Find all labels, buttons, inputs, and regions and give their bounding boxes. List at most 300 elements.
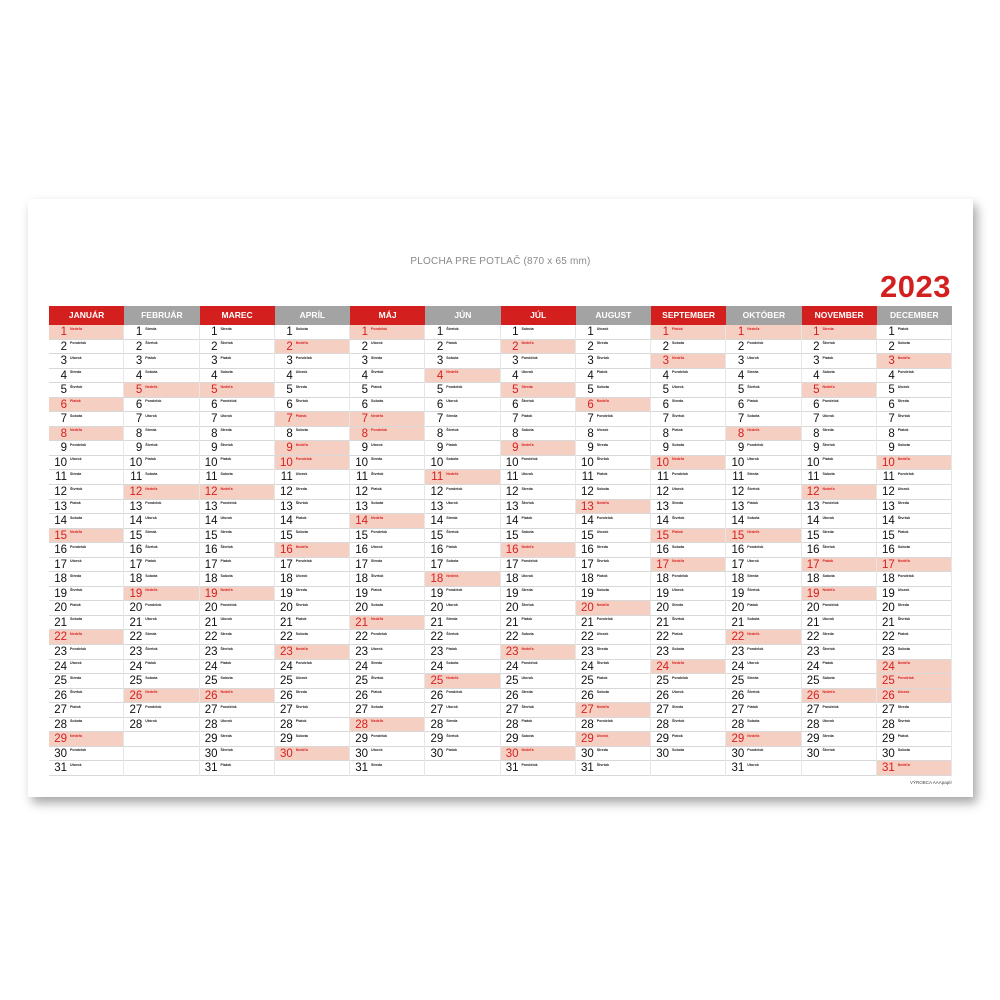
day-row <box>726 354 800 369</box>
day-number: 7 <box>60 413 67 426</box>
weekday-name: Pondelok <box>295 661 312 666</box>
weekday-name: Nedeľa <box>371 515 384 520</box>
day-row <box>802 427 876 442</box>
day-number: 5 <box>211 384 218 397</box>
day-number: 29 <box>580 733 594 746</box>
day-number: 16 <box>355 544 368 557</box>
weekday-name: Pondelok <box>295 457 312 462</box>
day-row <box>200 325 274 340</box>
day-number: 5 <box>662 384 669 397</box>
day-number: 4 <box>436 369 444 382</box>
weekday-name: Nedeľa <box>371 617 384 622</box>
day-number: 17 <box>129 558 143 571</box>
weekday-name: Utorok <box>672 486 684 491</box>
day-number: 17 <box>731 558 745 571</box>
weekday-name: Utorok <box>70 355 82 360</box>
day-number: 1 <box>888 326 895 338</box>
day-row <box>124 689 198 704</box>
day-row <box>501 529 575 544</box>
day-row <box>802 587 876 602</box>
day-number: 12 <box>505 486 519 499</box>
weekday-name: Piatok <box>446 748 458 753</box>
day-number: 11 <box>882 471 895 484</box>
day-number: 9 <box>60 442 67 455</box>
day-row <box>124 427 198 442</box>
day-row <box>651 470 725 485</box>
day-row <box>726 645 800 660</box>
day-row <box>877 689 951 704</box>
weekday-name: Sobota <box>822 675 835 680</box>
weekday-name: Štvrtok <box>446 733 459 738</box>
weekday-name: Pondelok <box>295 559 312 564</box>
day-number: 7 <box>361 413 368 426</box>
day-row <box>576 398 650 413</box>
day-number: 13 <box>731 500 745 513</box>
day-number: 29 <box>54 733 67 746</box>
weekday-name: Utorok <box>747 559 759 564</box>
day-row <box>350 340 424 355</box>
day-number: 10 <box>129 456 143 469</box>
day-number: 11 <box>431 471 444 484</box>
day-row <box>275 470 349 485</box>
day-row <box>576 674 650 689</box>
day-number: 23 <box>355 646 368 659</box>
weekday-name: Štvrtok <box>672 413 685 418</box>
weekday-name: Streda <box>70 675 82 680</box>
weekday-name: Sobota <box>220 370 233 375</box>
day-row <box>802 456 876 471</box>
day-row <box>275 601 349 616</box>
day-row <box>651 340 725 355</box>
day-row <box>877 601 951 616</box>
day-row <box>350 500 424 515</box>
weekday-name: Piatok <box>295 515 307 520</box>
day-row <box>802 340 876 355</box>
day-number: 2 <box>211 340 218 353</box>
day-number: 13 <box>580 500 594 513</box>
weekday-name: Pondelok <box>371 428 388 433</box>
weekday-name: Streda <box>371 661 383 666</box>
weekday-name: Streda <box>446 719 458 724</box>
weekday-name: Pondelok <box>672 471 689 476</box>
year-title: 2023 <box>880 269 951 304</box>
weekday-name: Pondelok <box>672 370 689 375</box>
weekday-name: Utorok <box>596 631 609 636</box>
day-number: 18 <box>204 573 218 586</box>
day-row <box>124 441 198 456</box>
day-row <box>275 398 349 413</box>
day-number: 25 <box>129 675 143 688</box>
weekday-name: Streda <box>822 631 834 636</box>
day-number: 4 <box>211 369 218 382</box>
day-number: 4 <box>512 369 519 382</box>
weekday-name: Pondelok <box>596 413 613 418</box>
day-row <box>350 616 424 631</box>
weekday-name: Pondelok <box>220 399 237 404</box>
day-number: 29 <box>505 733 519 746</box>
weekday-name: Streda <box>145 530 157 535</box>
weekday-name: Streda <box>521 486 533 491</box>
weekday-name: Piatok <box>70 399 81 404</box>
weekday-name: Nedeľa <box>672 559 685 564</box>
day-number: 18 <box>505 573 519 586</box>
day-row <box>425 412 499 427</box>
weekday-name: Nedeľa <box>145 486 158 491</box>
day-number: 17 <box>355 558 368 571</box>
month-column <box>49 306 124 776</box>
day-number: 20 <box>355 602 368 615</box>
day-number: 25 <box>430 675 444 688</box>
month-column <box>576 306 651 776</box>
day-number: 27 <box>806 704 820 717</box>
weekday-name: Nedeľa <box>822 486 835 491</box>
day-number: 26 <box>505 689 519 702</box>
day-row <box>350 761 424 776</box>
weekday-name: Štvrtok <box>220 748 233 753</box>
day-row <box>350 470 424 485</box>
day-number: 6 <box>361 398 368 411</box>
weekday-name: Pondelok <box>70 544 87 549</box>
weekday-name: Utorok <box>446 704 458 709</box>
month-column <box>501 306 576 776</box>
day-row <box>124 456 198 471</box>
day-row <box>651 601 725 616</box>
day-number: 15 <box>580 529 594 542</box>
day-row <box>275 514 349 529</box>
day-row <box>576 456 650 471</box>
weekday-name: Nedeľa <box>672 355 685 360</box>
weekday-name: Pondelok <box>145 399 162 404</box>
weekday-name: Utorok <box>897 690 910 695</box>
day-number: 19 <box>355 587 368 600</box>
weekday-name: Pondelok <box>897 675 914 680</box>
day-row <box>576 660 650 675</box>
day-number: 20 <box>580 602 594 615</box>
day-number: 20 <box>204 602 218 615</box>
weekday-name: Piatok <box>897 733 909 738</box>
day-row <box>576 500 650 515</box>
day-row <box>275 616 349 631</box>
weekday-name: Utorok <box>596 530 609 535</box>
weekday-name: Nedeľa <box>371 719 384 724</box>
day-number: 17 <box>656 558 669 571</box>
day-row <box>350 398 424 413</box>
weekday-name: Utorok <box>747 762 759 767</box>
weekday-name: Utorok <box>70 559 82 564</box>
weekday-name: Štvrtok <box>897 719 911 724</box>
weekday-name: Streda <box>822 530 834 535</box>
weekday-name: Nedeľa <box>747 631 760 636</box>
day-number: 13 <box>881 500 895 513</box>
weekday-name: Štvrtok <box>145 442 158 447</box>
weekday-name: Nedeľa <box>295 442 308 447</box>
day-number: 30 <box>806 747 820 760</box>
weekday-name: Utorok <box>521 573 534 578</box>
day-number: 22 <box>656 631 669 644</box>
day-row <box>877 543 951 558</box>
weekday-name: Piatok <box>672 733 683 738</box>
day-row <box>726 703 800 718</box>
weekday-name: Štvrtok <box>596 355 610 360</box>
day-number: 23 <box>279 646 293 659</box>
day-row <box>576 514 650 529</box>
day-number: 26 <box>656 689 669 702</box>
weekday-name: Piatok <box>596 573 608 578</box>
day-row <box>877 558 951 573</box>
day-row <box>651 543 725 558</box>
print-area <box>28 199 973 317</box>
weekday-name: Piatok <box>897 530 909 535</box>
weekday-name: Pondelok <box>70 748 87 753</box>
day-row <box>49 558 123 573</box>
weekday-name: Nedeľa <box>747 326 760 331</box>
day-row <box>501 572 575 587</box>
day-row <box>275 427 349 442</box>
month-column <box>200 306 275 776</box>
day-row <box>501 761 575 776</box>
day-number: 10 <box>204 456 218 469</box>
day-row <box>275 660 349 675</box>
day-row <box>802 543 876 558</box>
day-number: 31 <box>731 762 745 775</box>
day-number: 18 <box>54 573 67 586</box>
weekday-name: Sobota <box>747 413 760 418</box>
weekday-name: Sobota <box>521 733 534 738</box>
day-row <box>350 587 424 602</box>
weekday-name: Sobota <box>672 442 685 447</box>
weekday-name: Streda <box>672 704 684 709</box>
weekday-name: Streda <box>596 341 608 346</box>
weekday-name: Piatok <box>70 602 81 607</box>
day-number: 3 <box>211 355 218 368</box>
day-row <box>275 674 349 689</box>
day-row <box>124 601 198 616</box>
day-number: 20 <box>656 602 669 615</box>
day-number: 2 <box>587 340 594 353</box>
day-row <box>425 369 499 384</box>
weekday-name: Štvrtok <box>220 544 233 549</box>
day-row <box>124 529 198 544</box>
day-number: 8 <box>286 427 293 440</box>
weekday-name: Utorok <box>596 428 609 433</box>
day-number: 7 <box>436 413 444 426</box>
weekday-name: Štvrtok <box>220 341 233 346</box>
weekday-name: Utorok <box>371 544 383 549</box>
day-number: 18 <box>731 573 745 586</box>
day-number: 24 <box>656 660 669 673</box>
day-row <box>877 354 951 369</box>
day-row <box>350 412 424 427</box>
weekday-name: Nedeľa <box>822 384 835 389</box>
day-row <box>124 572 198 587</box>
day-row <box>877 616 951 631</box>
weekday-name: Nedeľa <box>521 748 534 753</box>
day-number: 31 <box>54 762 67 775</box>
weekday-name: Štvrtok <box>672 515 685 520</box>
day-row <box>651 703 725 718</box>
day-number: 21 <box>881 616 895 629</box>
day-number: 3 <box>737 355 745 368</box>
weekday-name: Sobota <box>295 631 308 636</box>
day-row <box>802 572 876 587</box>
weekday-name: Pondelok <box>822 704 839 709</box>
day-row <box>802 616 876 631</box>
day-number: 27 <box>355 704 368 717</box>
day-number: 29 <box>355 733 368 746</box>
weekday-name: Streda <box>220 733 232 738</box>
weekday-name: Nedeľa <box>521 442 534 447</box>
weekday-name: Streda <box>371 355 383 360</box>
weekday-name: Streda <box>897 399 909 404</box>
day-number: 16 <box>731 544 745 557</box>
day-number: 10 <box>656 456 669 469</box>
day-number: 2 <box>662 340 669 353</box>
day-row <box>350 427 424 442</box>
weekday-name: Utorok <box>70 762 82 767</box>
month-header: DECEMBER <box>877 306 952 325</box>
day-row <box>425 398 499 413</box>
day-row <box>576 354 650 369</box>
day-number: 20 <box>54 602 67 615</box>
weekday-name: Pondelok <box>822 602 839 607</box>
weekday-name: Piatok <box>521 617 533 622</box>
weekday-name: Nedeľa <box>747 733 760 738</box>
month-header: NOVEMBER <box>802 306 877 325</box>
day-number: 1 <box>587 326 594 338</box>
day-number: 18 <box>430 573 444 586</box>
day-row <box>576 441 650 456</box>
day-row <box>200 660 274 675</box>
day-number: 2 <box>512 340 519 353</box>
day-row <box>726 732 800 747</box>
weekday-name: Sobota <box>822 471 835 476</box>
weekday-name: Piatok <box>747 399 759 404</box>
day-number: 22 <box>129 631 143 644</box>
weekday-name: Štvrtok <box>521 501 534 506</box>
day-row <box>802 558 876 573</box>
day-number: 14 <box>54 515 67 528</box>
day-row <box>200 558 274 573</box>
day-row <box>651 689 725 704</box>
weekday-name: Sobota <box>822 370 835 375</box>
day-number: 2 <box>135 340 143 353</box>
day-number: 14 <box>279 515 293 528</box>
day-number: 3 <box>512 355 519 368</box>
day-number: 8 <box>512 427 519 440</box>
weekday-name: Pondelok <box>371 631 388 636</box>
day-row <box>49 500 123 515</box>
day-row <box>49 747 123 762</box>
day-number: 27 <box>204 704 218 717</box>
day-number: 18 <box>881 573 895 586</box>
day-number: 24 <box>129 660 143 673</box>
month-header: MÁJ <box>350 306 425 325</box>
day-row <box>651 718 725 733</box>
day-number: 28 <box>505 718 519 731</box>
day-number: 10 <box>355 456 368 469</box>
day-number: 9 <box>211 442 218 455</box>
day-number: 23 <box>505 646 519 659</box>
weekday-name: Nedeľa <box>220 690 233 695</box>
day-number: 14 <box>430 515 444 528</box>
day-number: 8 <box>813 427 820 440</box>
day-row <box>200 674 274 689</box>
month-header: JÚN <box>425 306 500 325</box>
weekday-name: Utorok <box>446 399 458 404</box>
day-row <box>877 398 951 413</box>
day-number: 2 <box>436 340 444 353</box>
day-number: 12 <box>279 486 293 499</box>
day-number: 3 <box>662 355 669 368</box>
day-row <box>275 558 349 573</box>
day-row <box>651 398 725 413</box>
day-row <box>350 354 424 369</box>
weekday-name: Utorok <box>672 588 684 593</box>
day-row <box>49 587 123 602</box>
day-row <box>651 674 725 689</box>
weekday-name: Štvrtok <box>70 690 83 695</box>
weekday-name: Pondelok <box>70 341 87 346</box>
day-row <box>726 616 800 631</box>
weekday-name: Štvrtok <box>596 457 610 462</box>
day-row <box>275 718 349 733</box>
weekday-name: Štvrtok <box>295 399 309 404</box>
day-number: 6 <box>662 398 669 411</box>
weekday-name: Piatok <box>446 544 458 549</box>
month-column <box>726 306 801 776</box>
weekday-name: Sobota <box>672 646 685 651</box>
weekday-name: Utorok <box>371 646 383 651</box>
day-row <box>275 354 349 369</box>
day-row <box>651 412 725 427</box>
weekday-name: Sobota <box>897 442 910 447</box>
weekday-name: Sobota <box>70 413 83 418</box>
day-row <box>802 354 876 369</box>
day-number: 17 <box>580 558 594 571</box>
weekday-name: Nedeľa <box>822 690 835 695</box>
day-row <box>802 412 876 427</box>
weekday-name: Utorok <box>446 602 458 607</box>
day-number: 27 <box>129 704 143 717</box>
day-row <box>49 383 123 398</box>
day-number: 6 <box>60 398 67 411</box>
day-row <box>350 645 424 660</box>
day-row <box>425 630 499 645</box>
day-row <box>576 747 650 762</box>
weekday-name: Utorok <box>521 471 534 476</box>
day-number: 28 <box>881 718 895 731</box>
weekday-name: Pondelok <box>596 617 613 622</box>
weekday-name: Nedeľa <box>521 544 534 549</box>
day-number: 29 <box>279 733 293 746</box>
day-number: 6 <box>512 398 519 411</box>
weekday-name: Utorok <box>747 661 759 666</box>
weekday-name: Štvrtok <box>521 602 534 607</box>
day-number: 19 <box>580 587 594 600</box>
weekday-name: Nedeľa <box>897 661 910 666</box>
day-row <box>877 645 951 660</box>
day-row <box>124 630 198 645</box>
day-number: 21 <box>580 616 594 629</box>
day-number: 25 <box>731 675 745 688</box>
day-number: 19 <box>54 587 67 600</box>
weekday-name: Nedeľa <box>521 341 534 346</box>
day-number: 8 <box>211 427 218 440</box>
day-number: 19 <box>731 587 745 600</box>
day-number: 19 <box>656 587 669 600</box>
day-row <box>726 369 800 384</box>
day-number: 21 <box>806 616 820 629</box>
